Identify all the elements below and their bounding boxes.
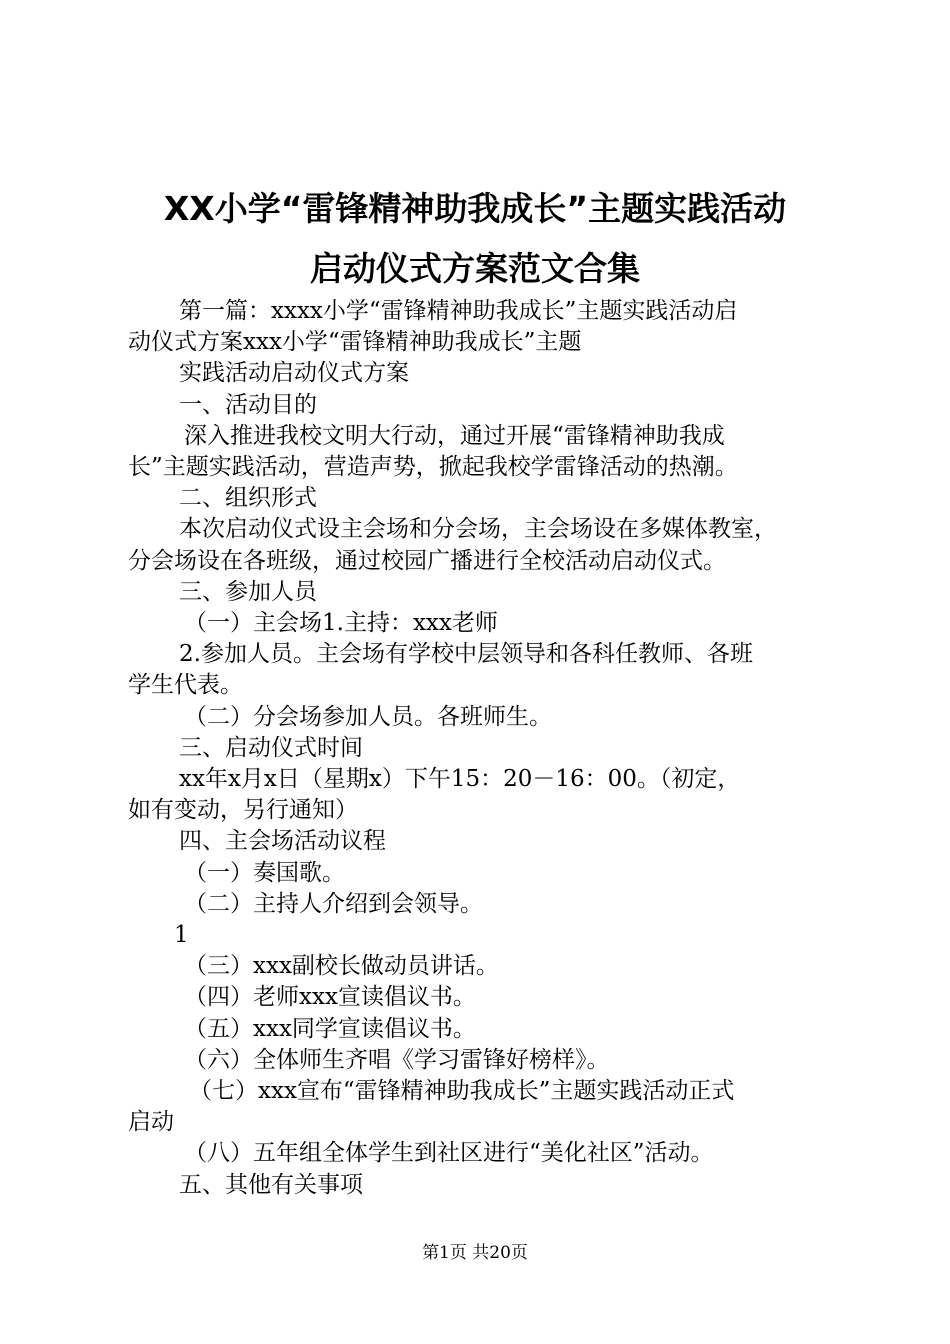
list-item: （一）主会场1.主持：xxx老师 bbox=[184, 610, 498, 637]
paragraph-line: 学生代表。 bbox=[128, 672, 243, 699]
list-item: （二）主持人介绍到会领导。 bbox=[184, 890, 483, 917]
section-heading: 三、参加人员 bbox=[179, 578, 317, 605]
document-title-line-2: 启动仪式方案范文合集 bbox=[310, 249, 640, 288]
section-heading: 三、启动仪式时间 bbox=[179, 734, 363, 761]
section-heading: 四、主会场活动议程 bbox=[179, 828, 386, 855]
paragraph-line: 启动 bbox=[128, 1109, 174, 1136]
paragraph-line: 深入推进我校文明大行动，通过开展“雷锋精神助我成 bbox=[184, 422, 725, 449]
paragraph-line: 长”主题实践活动，营造声势，掀起我校学雷锋活动的热潮。 bbox=[128, 454, 738, 481]
paragraph-line: 如有变动，另行通知） bbox=[128, 797, 358, 824]
document-title-line-1: XX小学“雷锋精神助我成长”主题实践活动 bbox=[163, 189, 787, 228]
list-item: （五）xxx同学宣读倡议书。 bbox=[184, 1015, 476, 1042]
page-number-marker: 1 bbox=[174, 922, 189, 949]
paragraph-line: 2.参加人员。主会场有学校中层领导和各科任教师、各班 bbox=[179, 641, 753, 668]
paragraph-line: 本次启动仪式设主会场和分会场，主会场设在多媒体教室， bbox=[179, 516, 777, 543]
section-heading: 二、组织形式 bbox=[179, 485, 317, 512]
paragraph-line: xx年x月x日（星期x）下午15：20－16：00。（初定， bbox=[179, 766, 741, 793]
paragraph-line: 动仪式方案xxx小学“雷锋精神助我成长”主题 bbox=[128, 329, 582, 356]
paragraph-line: 第一篇：xxxx小学“雷锋精神助我成长”主题实践活动启 bbox=[179, 298, 738, 324]
document-body bbox=[128, 296, 833, 1201]
list-item: （一）奏国歌。 bbox=[184, 859, 345, 886]
paragraph-line: 实践活动启动仪式方案 bbox=[179, 360, 409, 387]
list-item: （七）xxx宣布“雷锋精神助我成长”主题实践活动正式 bbox=[189, 1078, 735, 1105]
section-heading: 一、活动目的 bbox=[179, 391, 317, 418]
section-heading: 五、其他有关事项 bbox=[179, 1171, 363, 1198]
list-item: （四）老师xxx宣读倡议书。 bbox=[184, 984, 476, 1011]
list-item: （八）五年组全体学生到社区进行“美化社区”活动。 bbox=[184, 1140, 714, 1167]
list-item: （六）全体师生齐唱《学习雷锋好榜样》。 bbox=[184, 1046, 610, 1073]
list-item: （二）分会场参加人员。各班师生。 bbox=[184, 703, 552, 730]
paragraph-line: 分会场设在各班级，通过校园广播进行全校活动启动仪式。 bbox=[128, 547, 726, 574]
page-footer: 第1页 共20页 bbox=[422, 1243, 528, 1263]
list-item: （三）xxx副校长做动员讲话。 bbox=[184, 953, 499, 980]
